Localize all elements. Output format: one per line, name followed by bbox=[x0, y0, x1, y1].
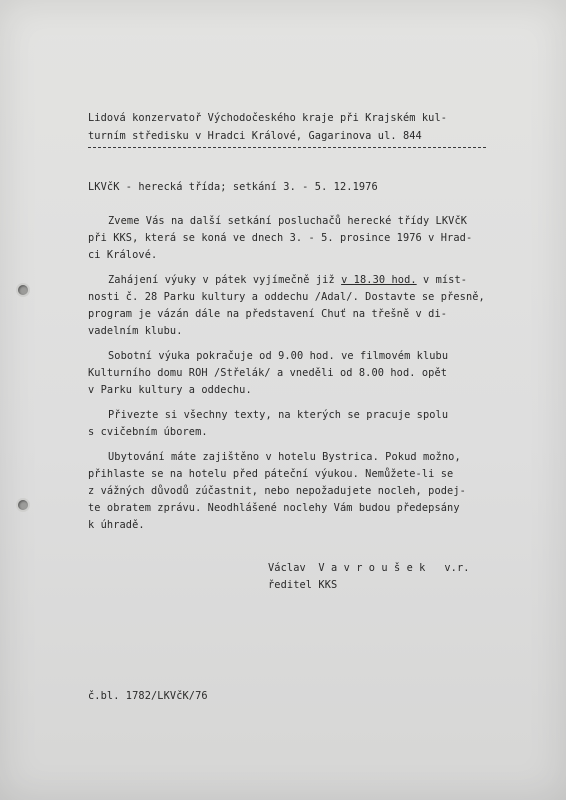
paragraph-4-line-1: Přivezte si všechny texty, na kterých se pracuje spolu bbox=[108, 409, 449, 421]
paragraph-2-line-4: vadelním klubu. bbox=[88, 325, 183, 337]
signature-name: Václav V a v r o u š e k v.r. bbox=[268, 562, 470, 574]
paragraph-5-line-3: z vážných důvodů zúčastnit, nebo nepožadujete nocleh, podej- bbox=[88, 485, 466, 497]
paragraph-1-line-2: při KKS, která se koná ve dnech 3. - 5. prosince 1976 v Hrad- bbox=[88, 232, 473, 244]
paragraph-1-line-3: ci Králové. bbox=[88, 249, 158, 261]
paragraph-2-line-1-start: Zahájení výuky v pátek vyjímečně již bbox=[108, 274, 342, 286]
paragraph-5-line-5: k úhradě. bbox=[88, 519, 145, 531]
paragraph-3-line-1: Sobotní výuka pokračuje od 9.00 hod. ve filmovém klubu bbox=[108, 350, 449, 362]
subject-line: LKVčK - herecká třída; setkání 3. - 5. 12.1976 bbox=[88, 181, 378, 193]
document-reference: č.bl. 1782/LKVčK/76 bbox=[88, 690, 208, 702]
paragraph-4-line-2: s cvičebním úborem. bbox=[88, 426, 208, 438]
paragraph-2-line-1-end: v míst- bbox=[416, 274, 468, 286]
header-line-2: turním středisku v Hradci Králové, Gagarinova ul. 844 bbox=[88, 130, 422, 142]
paragraph-2-line-1 bbox=[108, 272, 467, 289]
punch-hole-bottom bbox=[18, 500, 28, 510]
paragraph-3-line-2: Kulturního domu ROH /Střelák/ a vneděli od 8.00 hod. opět bbox=[88, 367, 448, 379]
punch-hole-top bbox=[18, 285, 28, 295]
paragraph-5-line-2: přihlaste se na hotelu před páteční výukou. Nemůžete-li se bbox=[88, 468, 454, 480]
paragraph-2-line-2: nosti č. 28 Parku kultury a oddechu /Adal/. Dostavte se přesně, bbox=[88, 291, 485, 303]
paragraph-5-line-4: te obratem zprávu. Neodhlášené noclehy Vám budou předepsány bbox=[88, 502, 460, 514]
signature-title: ředitel KKS bbox=[268, 579, 338, 591]
start-time-underlined: v 18.30 hod. bbox=[341, 274, 417, 286]
paragraph-2-line-3: program je vázán dále na představení Chuť na třešně v di- bbox=[88, 308, 448, 320]
header-line-1: Lidová konzervatoř Východočeského kraje při Krajském kul- bbox=[88, 112, 448, 124]
dashed-separator bbox=[88, 147, 486, 148]
paragraph-3-line-3: v Parku kultury a oddechu. bbox=[88, 384, 252, 396]
paragraph-1-line-1: Zveme Vás na další setkání posluchačů herecké třídy LKVčK bbox=[108, 215, 468, 227]
paragraph-5-line-1: Ubytování máte zajištěno v hotelu Bystrica. Pokud možno, bbox=[108, 451, 461, 463]
